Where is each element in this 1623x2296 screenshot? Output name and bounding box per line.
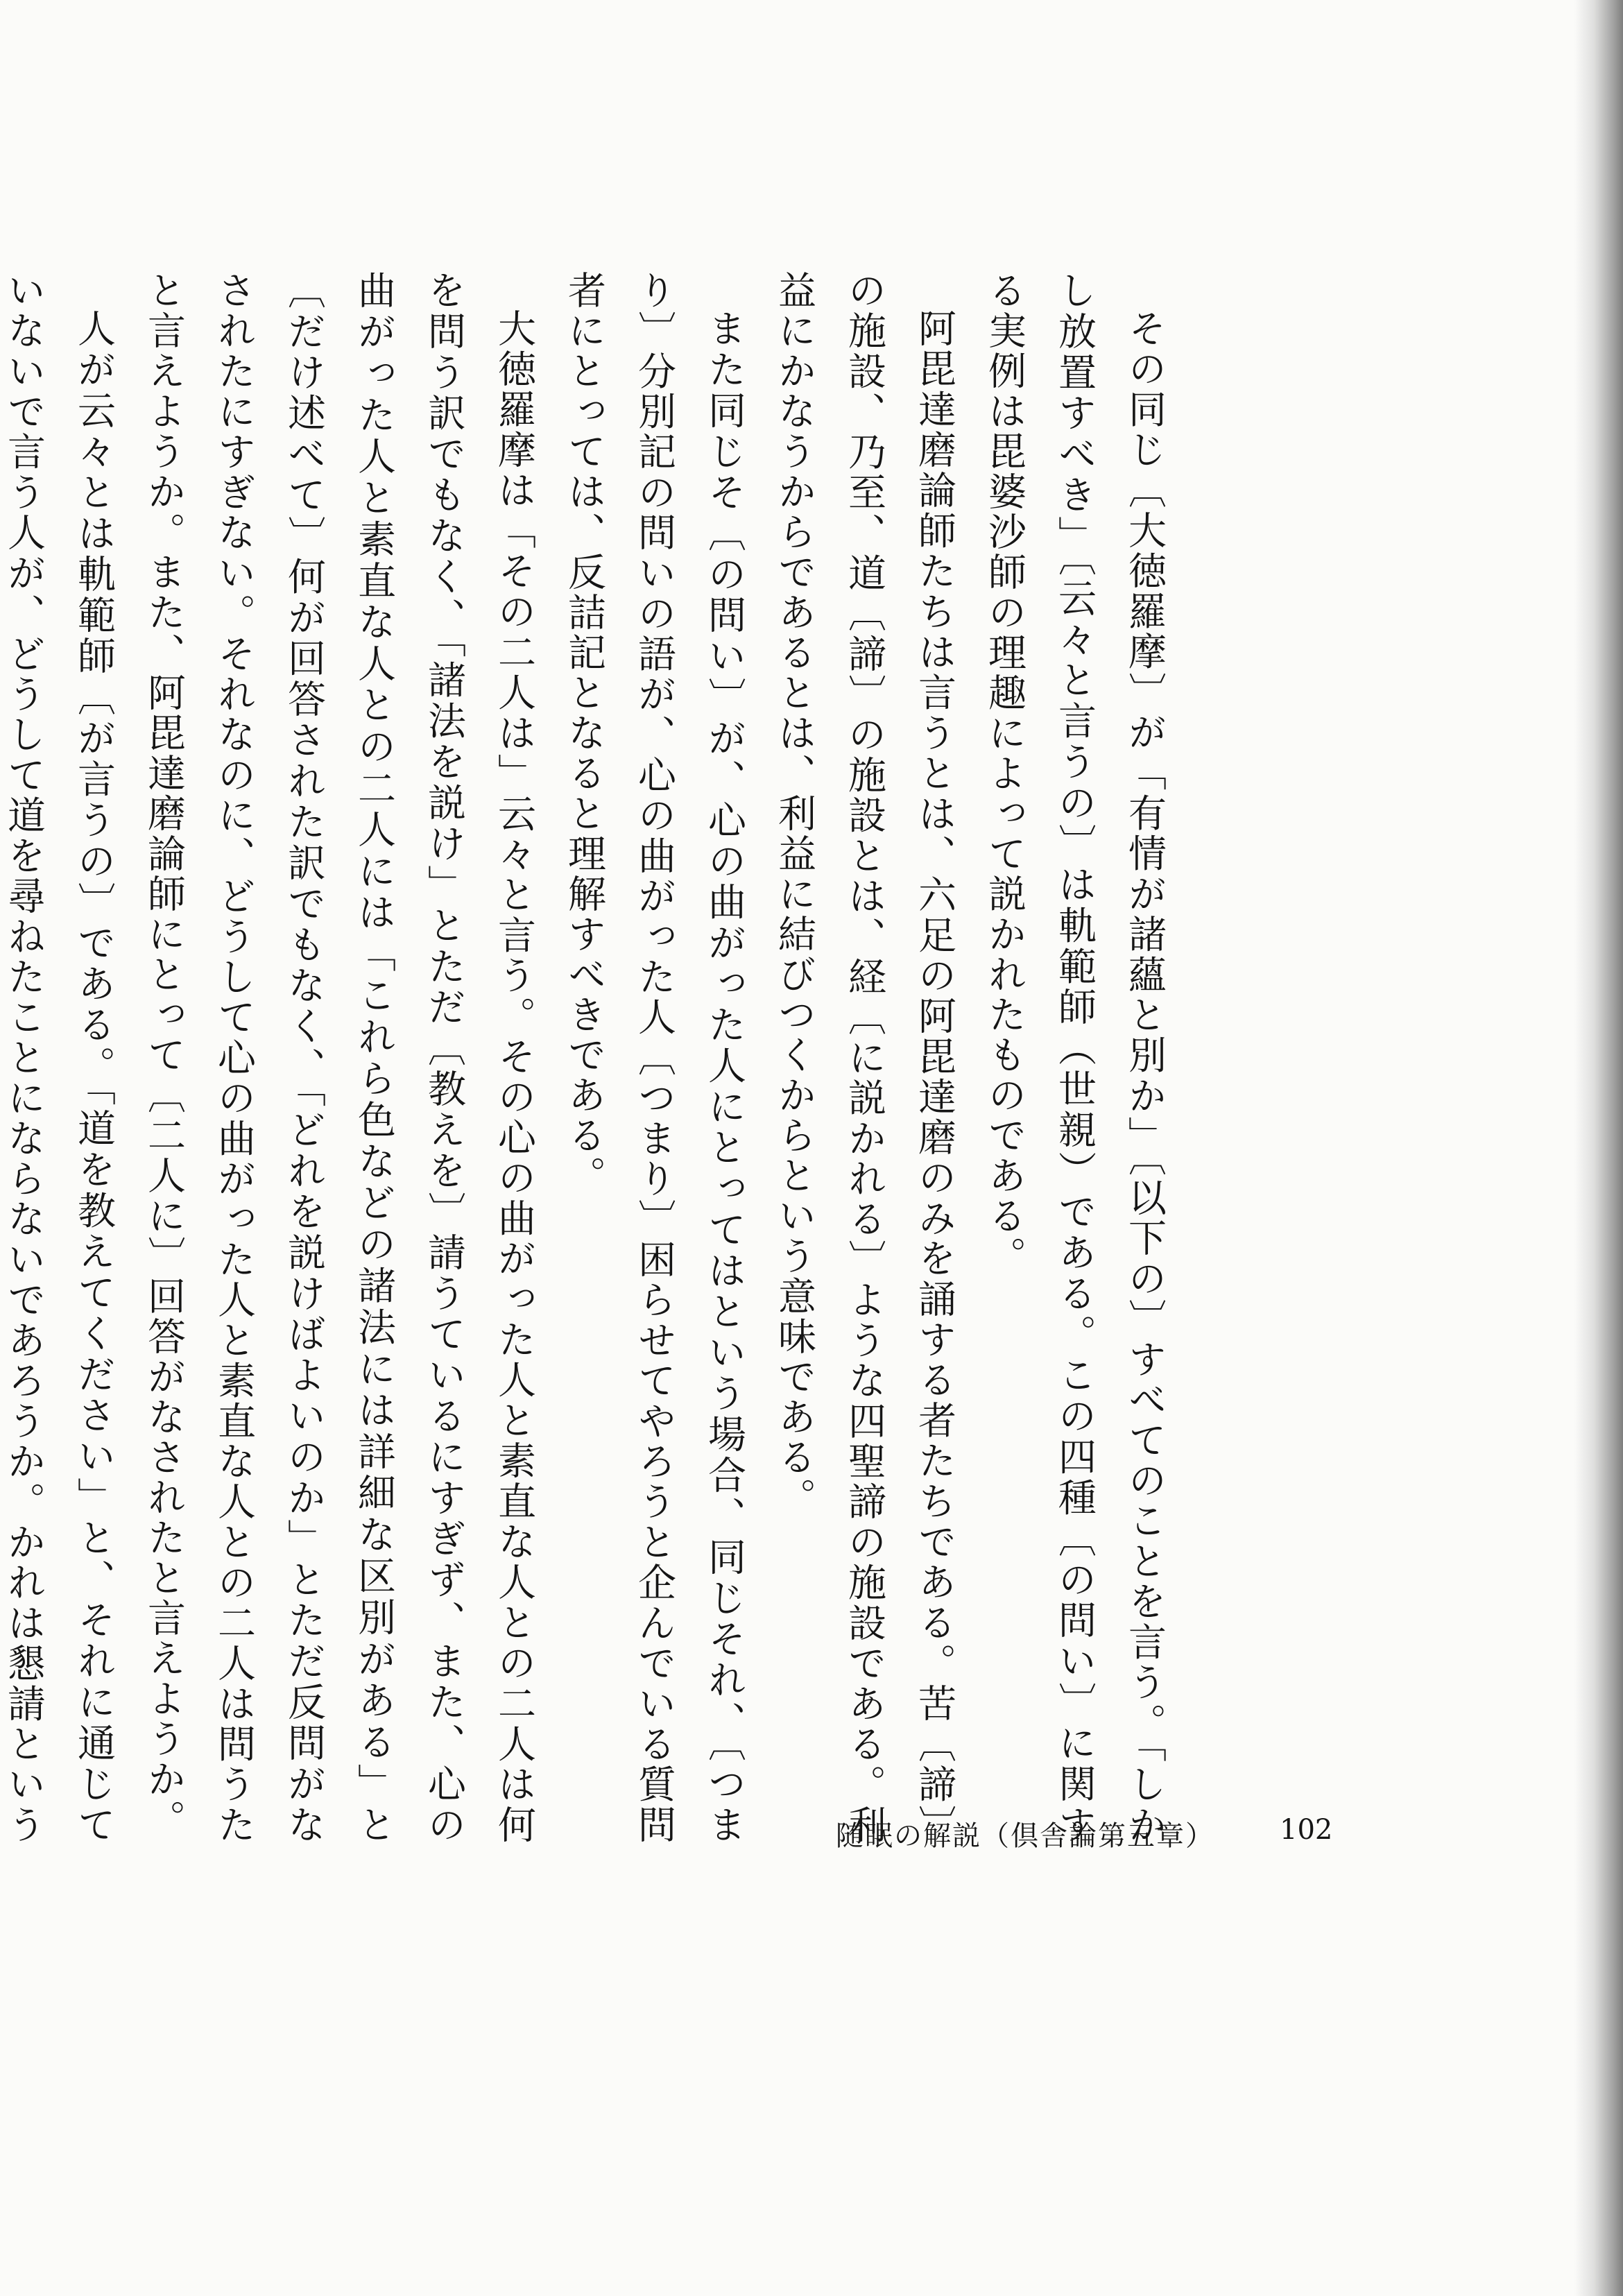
paragraph-3: また同じそ〔の問い〕が、心の曲がった人にとってはという場合、同じそれ、〔つまり〕分別記の問いの語が、心の曲がった人〔つまり〕困らせてやろうと企んでいる質問者にとっては、反詰記となると理解すべきである。 [562, 271, 746, 1845]
paragraph-1: その同じ〔大徳羅摩〕が「有情が諸蘊と別か」〔以下の〕すべてのことを言う。「しかし放置すべき」〔云々と言うの〕は軌範師（世親）である。この四種〔の問い〕に関する実例は毘婆沙師の理趣によって説かれたものである。 [982, 271, 1167, 1845]
paragraph-5: 人が云々とは軌範師〔が言うの〕である。「道を教えてください」と、それに通じていないで言う人が、どうして道を尋ねたことにならないであろうか。かれは懇請という [1, 271, 116, 1845]
page-footer [836, 1814, 1391, 1862]
body-text [0, 271, 1179, 1845]
running-head: 随眠の解説（倶舎論第五章） [836, 1820, 1214, 1852]
binding-shadow [1574, 0, 1623, 2296]
paragraph-4: 大徳羅摩は「その二人は」云々と言う。その心の曲がった人と素直な人との二人は何を問う訳でもなく、「諸法を説け」とただ〔教えを〕請うているにすぎず、また、心の曲がった人と素直な人との二人には「これら色などの諸法には詳細な区別がある」と〔だけ述べて〕何が回答された訳でもなく、「どれを説けばよいのか」とただ反問がなされたにすぎない。それなのに、どうして心の曲がった人と素直な人との二人は問うたと言えようか。また、阿毘達磨論師にとって〔二人に〕回答がなされたと言えようか。 [141, 271, 536, 1846]
page-number: 102 [1280, 1814, 1333, 1846]
paragraph-2: 阿毘達磨論師たちは言うとは、六足の阿毘達磨のみを誦する者たちである。苦〔諦〕の施設、乃至、道〔諦〕の施設とは、経〔に説かれる〕ような四聖諦の施設である。利益にかなうからであるとは、利益に結びつくからという意味である。 [772, 271, 956, 1845]
